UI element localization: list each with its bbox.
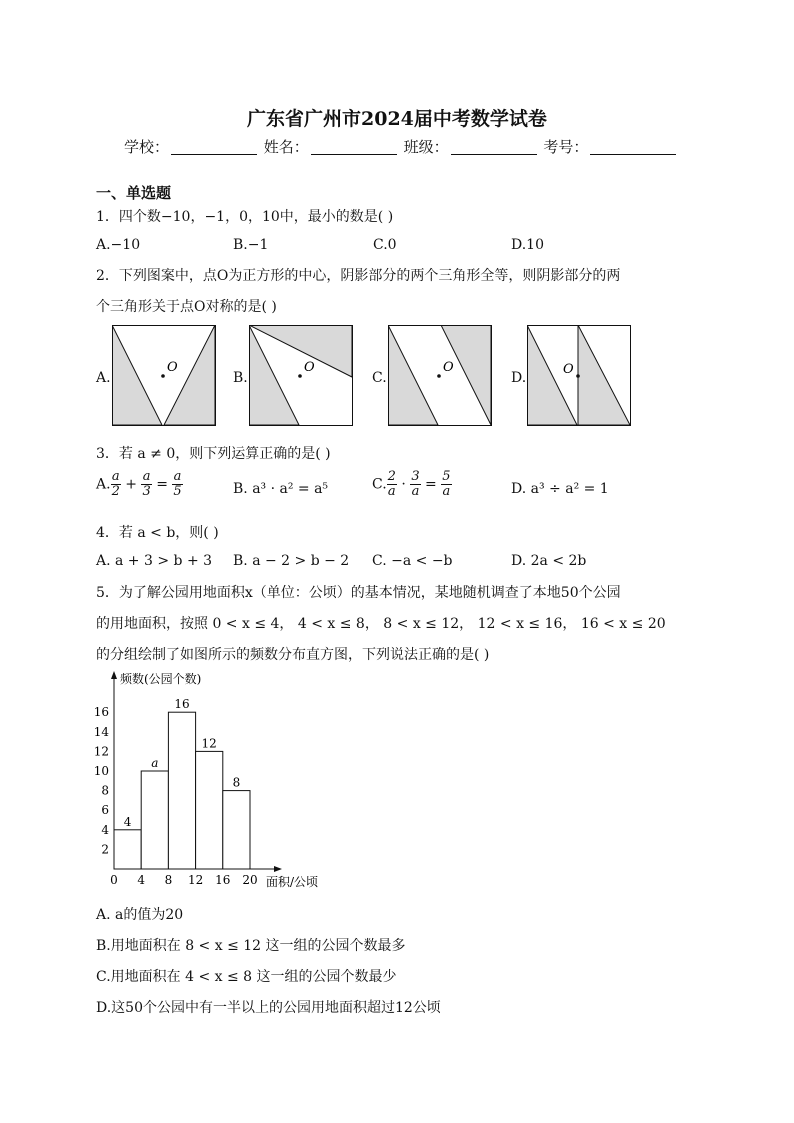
q5-option-d: D.这50个公园中有一半以上的公园用地面积超过12公顷 xyxy=(96,1000,441,1016)
name-field[interactable] xyxy=(311,140,397,155)
class-field[interactable] xyxy=(451,140,537,155)
bar-value-label: 4 xyxy=(123,814,132,829)
q3-option-b: B. a³ · a² = a⁵ xyxy=(233,481,329,497)
shaded-triangle xyxy=(441,325,491,425)
y-tick-label: 10 xyxy=(93,764,109,778)
q2-label-d: D. xyxy=(511,370,527,386)
q2-figure-c xyxy=(388,325,492,427)
y-tick-label: 16 xyxy=(93,705,109,720)
q4-option-a: A. a + 3 > b + 3 xyxy=(96,553,213,569)
class-label: 班级： xyxy=(403,138,449,156)
q1-stem: 1．四个数−10，−1，0，10中，最小的数是( ) xyxy=(96,209,394,225)
fraction: $\frac{a}{3}$ xyxy=(142,469,151,499)
bar-value-label: a xyxy=(151,756,159,770)
q4-option-b: B. a − 2 > b − 2 xyxy=(233,553,350,569)
y-axis-title: 频数(公园个数) xyxy=(120,672,202,686)
center-point xyxy=(161,374,165,378)
center-point xyxy=(576,374,580,378)
point-o-label: O xyxy=(167,360,178,375)
fraction: $\frac{3}{a}$ xyxy=(411,469,420,499)
fraction: $\frac{5}{a}$ xyxy=(442,469,451,499)
x-tick-label: 20 xyxy=(242,873,258,887)
student-info-row xyxy=(124,136,678,157)
q3-stem: 3．若 a ≠ 0，则下列运算正确的是( ) xyxy=(96,446,331,462)
histogram-bar xyxy=(141,771,168,869)
shaded-triangle xyxy=(578,325,630,425)
q5-stem-line1: 5．为了解公园用地面积x（单位：公顷）的基本情况，某地随机调查了本地50个公园 xyxy=(96,585,621,601)
q5-option-b: B.用地面积在 8 < x ≤ 12 这一组的公园个数最多 xyxy=(96,938,406,954)
q1-option-c: C.0 xyxy=(373,237,397,253)
bar-value-label: 12 xyxy=(201,736,217,751)
q2-label-c: C. xyxy=(372,370,387,386)
center-point xyxy=(437,374,441,378)
section-heading: 一、单选题 xyxy=(96,184,172,202)
q1-option-a: A.−10 xyxy=(96,237,141,253)
q1-option-b: B.−1 xyxy=(233,237,269,253)
q5-stem-line3: 的分组绘制了如图所示的频数分布直方图，下列说法正确的是( ) xyxy=(96,647,490,663)
q3-option-c: C. $\frac{2}{a}$ · $\frac{3}{a}$ = $\frac{5}{a}$ xyxy=(372,469,451,499)
histogram-bar xyxy=(168,712,195,869)
histogram-bar xyxy=(223,791,250,869)
bar-value-label: 16 xyxy=(174,697,190,712)
y-tick-label: 14 xyxy=(93,724,109,739)
x-tick-label: 16 xyxy=(215,873,231,887)
school-label: 学校： xyxy=(124,138,170,156)
x-axis-title: 面积/公顷 xyxy=(266,875,319,889)
bar-value-label: 8 xyxy=(232,775,241,790)
q1-option-d: D.10 xyxy=(511,237,544,253)
q2-stem-line1: 2．下列图案中，点O为正方形的中心，阴影部分的两个三角形全等，则阴影部分的两 xyxy=(96,268,621,284)
q2-figure-d xyxy=(527,325,631,427)
q5-option-c: C.用地面积在 4 < x ≤ 8 这一组的公园个数最少 xyxy=(96,969,397,985)
number-label: 考号： xyxy=(543,138,589,156)
q3-option-a: A. $\frac{a}{2}$ + $\frac{a}{3}$ = $\frac{a}{5}$ xyxy=(96,469,182,499)
q5-stem-line2: 的用地面积，按照 0 < x ≤ 4， 4 < x ≤ 8， 8 < x ≤ 12， 12 < x ≤ 16， 16 < x ≤ 20 xyxy=(96,616,666,632)
fraction: $\frac{a}{5}$ xyxy=(173,469,182,499)
histogram-bar xyxy=(196,751,223,869)
x-axis-arrow xyxy=(274,866,282,872)
q4-option-c: C. −a < −b xyxy=(372,553,453,569)
x-tick-label: 8 xyxy=(164,873,173,887)
q3-option-d: D. a³ ÷ a² = 1 xyxy=(511,481,609,497)
center-point xyxy=(298,374,302,378)
number-field[interactable] xyxy=(590,140,676,155)
school-field[interactable] xyxy=(171,140,257,155)
q2-label-a: A. xyxy=(96,370,111,386)
q5-option-a: A. a的值为20 xyxy=(96,907,184,923)
y-tick-label: 6 xyxy=(101,803,109,818)
shaded-triangle xyxy=(388,325,438,425)
q4-option-d: D. 2a < 2b xyxy=(511,553,587,569)
x-tick-label: 0 xyxy=(110,873,118,887)
y-tick-label: 12 xyxy=(93,744,109,759)
histogram-chart xyxy=(92,668,342,893)
fraction: $\frac{2}{a}$ xyxy=(387,469,396,499)
name-label: 姓名： xyxy=(263,138,309,156)
fraction: $\frac{a}{2}$ xyxy=(111,469,120,499)
point-o-label: O xyxy=(304,360,315,375)
shaded-triangle xyxy=(112,325,162,425)
point-o-label: O xyxy=(563,362,574,377)
x-tick-label: 4 xyxy=(137,873,146,887)
point-o-label: O xyxy=(443,360,454,375)
q2-stem-line2: 个三角形关于点O对称的是( ) xyxy=(96,299,277,315)
x-tick-label: 12 xyxy=(187,873,204,887)
q2-figure-a xyxy=(112,325,216,427)
q2-figure-b xyxy=(249,325,353,427)
q2-label-b: B. xyxy=(233,370,248,386)
histogram-bar xyxy=(114,830,141,869)
y-tick-label: 4 xyxy=(101,822,109,837)
y-tick-label: 2 xyxy=(101,842,109,857)
y-tick-label: 8 xyxy=(101,783,109,798)
q4-stem: 4．若 a < b，则( ) xyxy=(96,525,219,541)
shaded-triangle xyxy=(164,325,215,425)
y-axis-arrow xyxy=(111,671,117,679)
page-title: 广东省广州市2024届中考数学试卷 xyxy=(247,108,547,130)
